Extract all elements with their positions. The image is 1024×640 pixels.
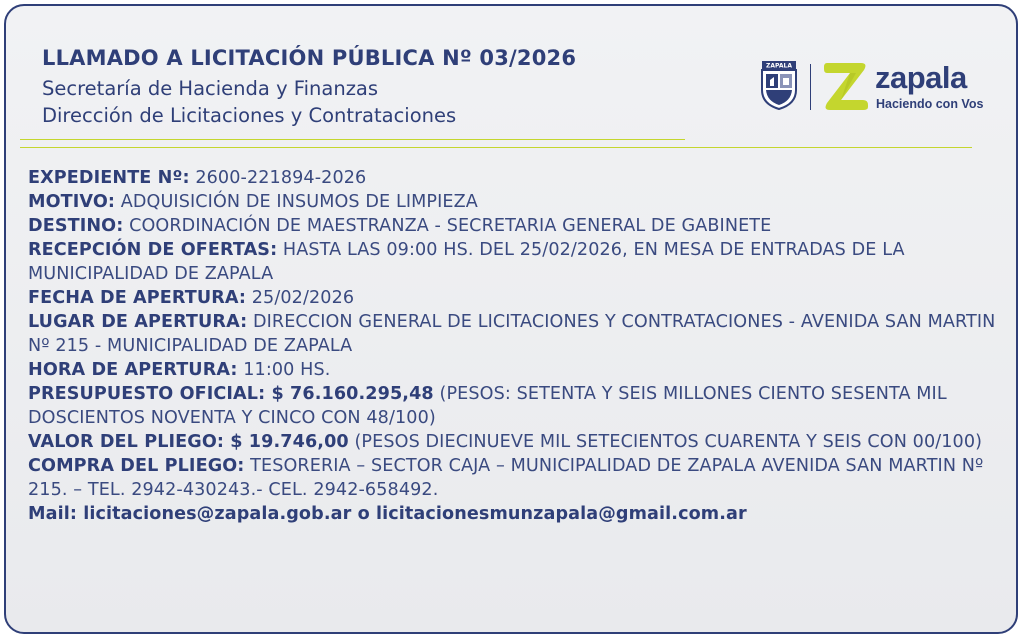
- field-label: VALOR DEL PLIEGO: $ 19.746,00: [28, 432, 349, 452]
- direccion-subtitle: Dirección de Licitaciones y Contrataciones: [42, 104, 457, 127]
- logo-separator: [810, 64, 811, 110]
- lugar-apertura-line: [28, 310, 1018, 358]
- valor-pliego-line: [28, 430, 1018, 454]
- field-label: FECHA DE APERTURA:: [28, 288, 247, 308]
- motivo-line: [28, 190, 1018, 214]
- destino-line: [28, 214, 1018, 238]
- field-value: COORDINACIÓN DE MAESTRANZA - SECRETARIA GENERAL DE GABINETE: [129, 216, 772, 236]
- field-label: HORA DE APERTURA:: [28, 360, 238, 380]
- hora-apertura-line: [28, 358, 1018, 382]
- field-value: 25/02/2026: [251, 288, 355, 308]
- field-value: DIRECCION GENERAL DE LICITACIONES Y CONTRATACIONES - AVENIDA SAN MARTIN Nº 215 - MUNICIPALIDAD DE ZAPALA: [28, 312, 996, 356]
- brand-tagline: Haciendo con Vos: [876, 97, 984, 111]
- field-label: COMPRA DEL PLIEGO:: [28, 456, 245, 476]
- mail-contact: Mail: licitaciones@zapala.gob.ar o licitacionesmunzapala@gmail.com.ar: [28, 504, 747, 524]
- field-label: PRESUPUESTO OFICIAL: $ 76.160.295,48: [28, 384, 434, 404]
- recepcion-line: [28, 238, 1018, 286]
- svg-text:ZAPALA: ZAPALA: [766, 62, 792, 70]
- zapala-z-icon: [821, 60, 871, 112]
- field-value: ADQUISICIÓN DE INSUMOS DE LIMPIEZA: [120, 192, 478, 212]
- field-label: RECEPCIÓN DE OFERTAS:: [28, 240, 278, 260]
- field-value: 11:00 HS.: [243, 360, 331, 380]
- field-label: MOTIVO:: [28, 192, 116, 212]
- brand-wordmark: zapala: [875, 60, 967, 95]
- field-label: DESTINO:: [28, 216, 124, 236]
- field-value: 2600-221894-2026: [195, 168, 367, 188]
- field-value: HASTA LAS 09:00 HS. DEL 25/02/2026, EN MESA DE ENTRADAS DE LA MUNICIPALIDAD DE ZAPALA: [28, 240, 905, 284]
- secretaria-subtitle: Secretaría de Hacienda y Finanzas: [42, 77, 379, 100]
- field-value: (PESOS: SETENTA Y SEIS MILLONES CIENTO SESENTA MIL DOSCIENTOS NOVENTA Y CINCO CON 48/100): [28, 384, 947, 428]
- field-label: EXPEDIENTE Nº:: [28, 168, 190, 188]
- field-label: LUGAR DE APERTURA:: [28, 312, 248, 332]
- presupuesto-line: [28, 382, 1018, 430]
- expediente-line: [28, 166, 1018, 190]
- field-value: TESORERIA – SECTOR CAJA – MUNICIPALIDAD DE ZAPALA AVENIDA SAN MARTIN Nº 215. – TEL. 2942-430243.- CEL. 2942-658492.: [28, 456, 984, 500]
- header-divider-long: [20, 147, 972, 148]
- compra-pliego-line: [28, 454, 1018, 502]
- mail-line: [28, 502, 1018, 526]
- notice-details: [28, 166, 1018, 526]
- fecha-apertura-line: [28, 286, 1018, 310]
- field-value: (PESOS DIECINUEVE MIL SETECIENTOS CUARENTA Y SEIS CON 00/100): [354, 432, 983, 452]
- header-divider-short: [20, 139, 685, 140]
- notice-title: LLAMADO A LICITACIÓN PÚBLICA Nº 03/2026: [42, 46, 577, 70]
- municipality-logos: [756, 58, 1006, 118]
- zapala-shield-logo: [760, 60, 798, 110]
- notice-card: [4, 4, 1018, 634]
